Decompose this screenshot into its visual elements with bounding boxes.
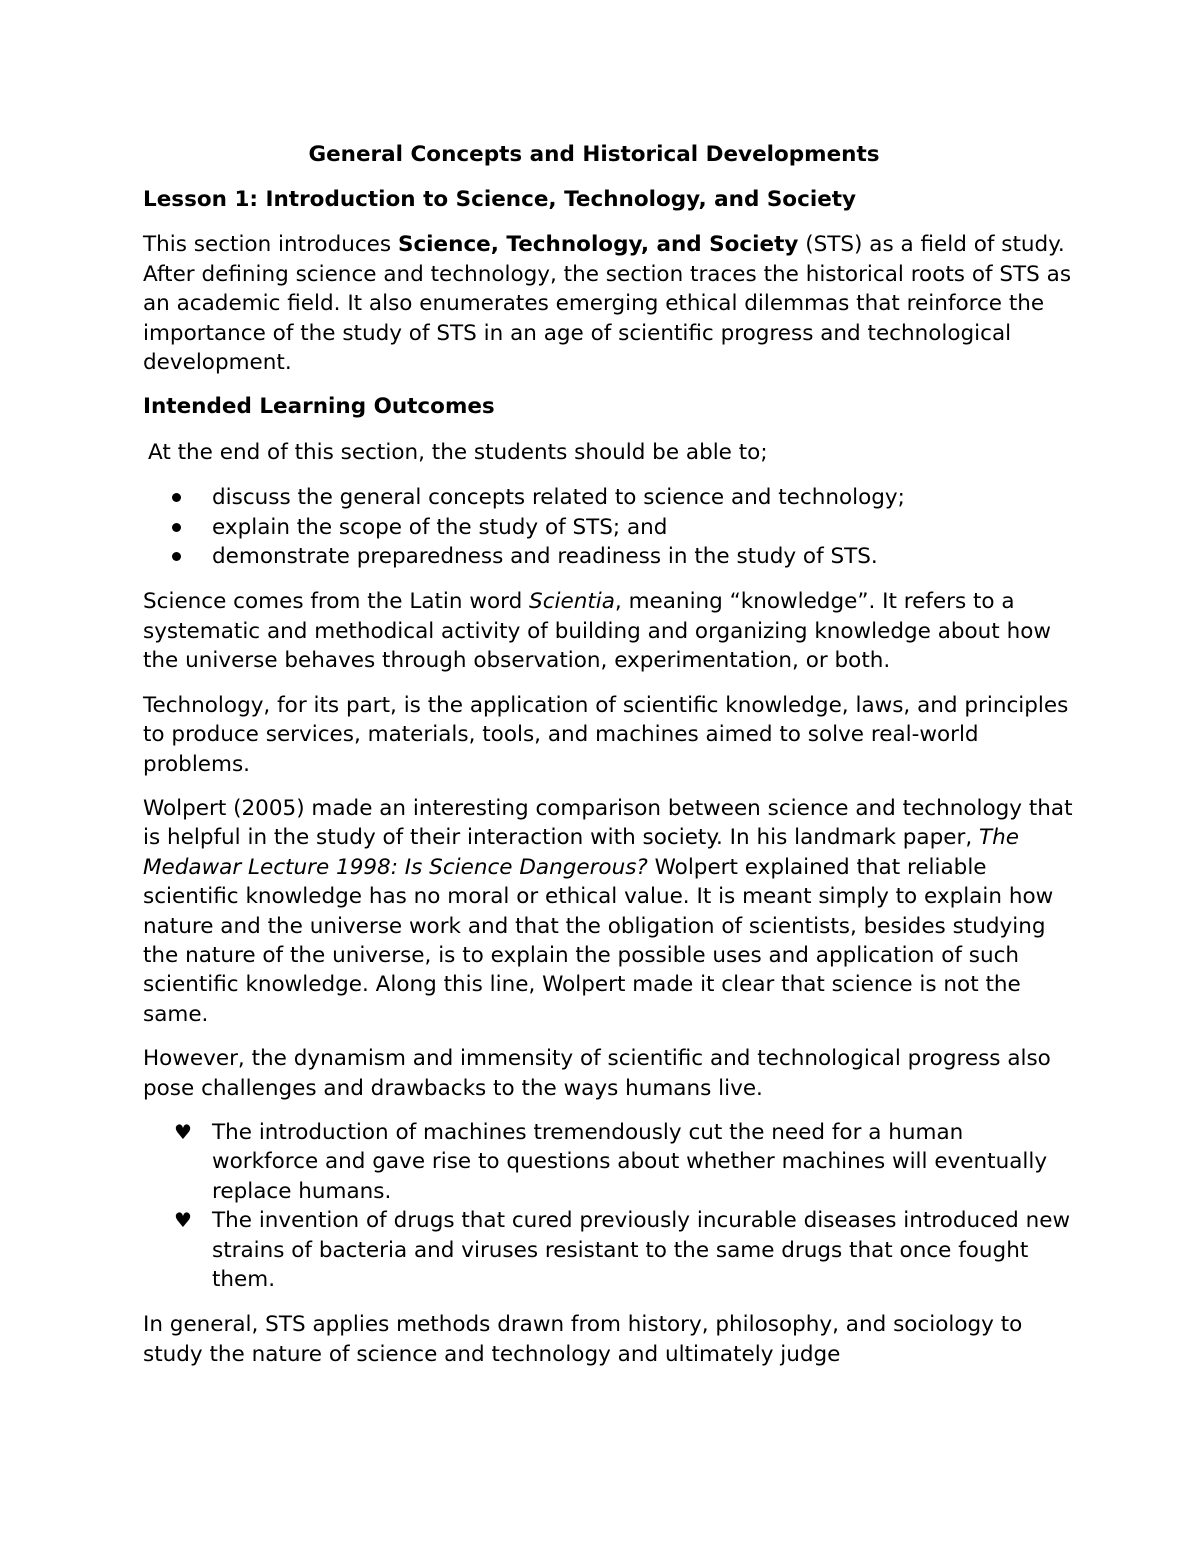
wolpert-paragraph [143, 794, 1073, 1029]
intro-text-start: This section introduces [143, 232, 398, 258]
science-text-end: , meaning “knowledge”. It refers to a systematic and methodical activity of building and organizing knowledge about how the universe behaves through observation, experimentation, or both. [143, 589, 1051, 674]
bullet-dot-icon [172, 493, 181, 502]
heart-bullet-icon: ♥ [174, 1119, 192, 1144]
outcomes-heading: Intended Learning Outcomes [143, 394, 495, 420]
outcome-text: demonstrate preparedness and readiness in the study of STS. [212, 544, 878, 570]
heart-bullet-icon: ♥ [174, 1208, 192, 1233]
outcome-item [143, 542, 1073, 571]
lesson-heading: Lesson 1: Introduction to Science, Technology, and Society [143, 187, 857, 212]
bullet-dot-icon [172, 523, 181, 532]
science-italic-term: Scientia [529, 589, 615, 615]
intro-bold-term: Science, Technology, and Society [397, 232, 799, 258]
science-text-start: Science comes from the Latin word [143, 589, 530, 615]
challenge-text: The introduction of machines tremendously cut the need for a human workforce and gave rise to questions about whether machines will eventually replace humans. [212, 1119, 1048, 1204]
outcome-item [143, 513, 1073, 542]
wolpert-text-end: Wolpert explained that reliable scientific knowledge has no moral or ethical value. It is meant simply to explain how nature and the universe work and that the obligation of scientists, besides studying the nature of the universe, is to explain the possible uses and application of such scientific knowledge. Along this line, Wolpert made it clear that science is not the same. [143, 854, 1054, 1027]
general-paragraph: In general, STS applies methods drawn from history, philosophy, and sociology to study the nature of science and technology and ultimately judge [143, 1312, 1023, 1367]
outcomes-list [143, 483, 1073, 571]
challenge-item [143, 1206, 1073, 1294]
however-paragraph: However, the dynamism and immensity of scientific and technological progress also pose challenges and drawbacks to the ways humans live. [143, 1046, 1051, 1101]
science-paragraph [143, 587, 1073, 675]
intro-paragraph [143, 230, 1073, 377]
challenges-list [143, 1118, 1073, 1294]
document-body [143, 140, 1073, 1384]
challenge-item [143, 1118, 1073, 1206]
challenge-text: The invention of drugs that cured previously incurable diseases introduced new strains of bacteria and viruses resistant to the same drugs that once fought them. [212, 1208, 1071, 1292]
wolpert-italic-title: The Medawar Lecture 1998: Is Science Dangerous? [143, 825, 1019, 880]
outcome-text: discuss the general concepts related to science and technology; [212, 485, 905, 511]
technology-paragraph: Technology, for its part, is the application of scientific knowledge, laws, and principles to produce services, materials, tools, and machines aimed to solve real-world problems. [143, 692, 1069, 777]
outcomes-lead: At the end of this section, the students should be able to; [148, 439, 768, 465]
intro-text-end: (STS) as a field of study. After defining science and technology, the section traces the historical roots of STS as an academic field. It also enumerates emerging ethical dilemmas that reinforce the importance of the study of STS in an age of scientific progress and technological development. [143, 232, 1072, 376]
document-title: General Concepts and Historical Developments [308, 142, 880, 167]
outcome-item [143, 483, 1073, 512]
bullet-dot-icon [172, 552, 181, 561]
outcome-text: explain the scope of the study of STS; and [212, 514, 668, 540]
wolpert-text-start: Wolpert (2005) made an interesting comparison between science and technology that is helpful in the study of their interaction with society. In his landmark paper, [143, 795, 1073, 851]
